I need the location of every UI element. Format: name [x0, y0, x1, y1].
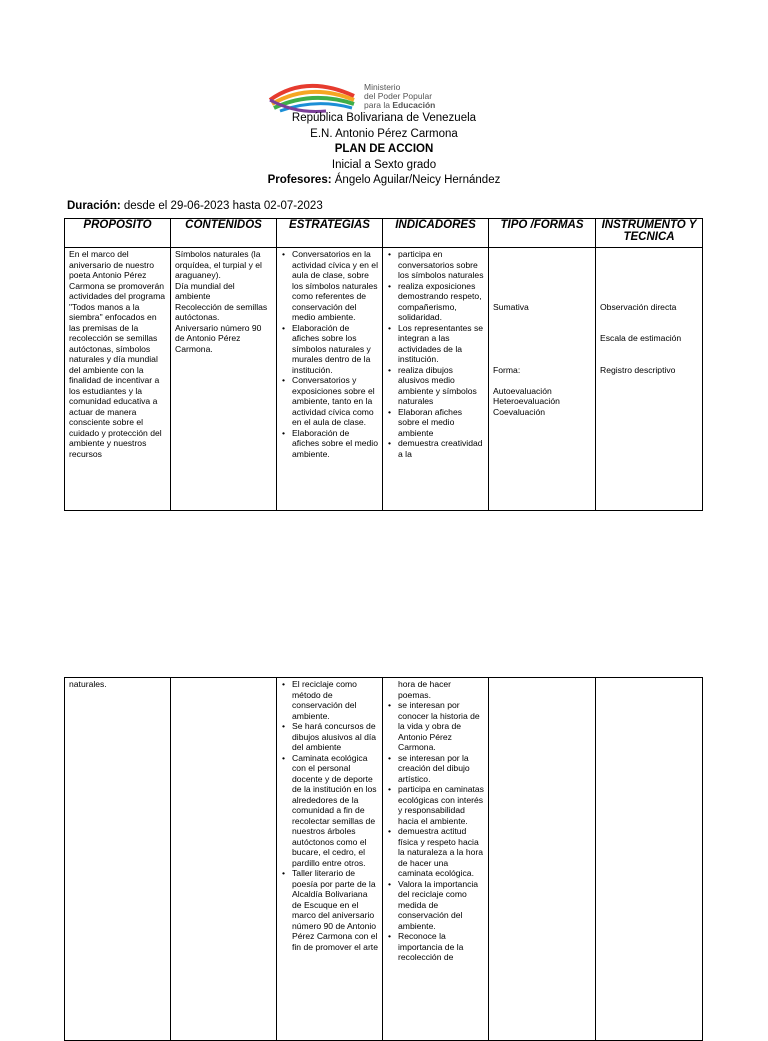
indicador-item: • realiza exposiciones demostrando respeto, compañerismo, solidaridad.	[398, 281, 484, 323]
indicador-item: • Elaboran afiches sobre el medio ambiente	[398, 407, 484, 439]
logo-line1: Ministerio	[364, 82, 401, 92]
estrategia-item: • Taller literario de poesía por parte de la Alcaldía Bolivariana de Escuque en el marco del aniversario número 90 de Antonio Pérez Carmona con el fin de promover el arte	[292, 868, 378, 952]
cell-indicadores	[383, 248, 489, 511]
header-indicadores: INDICADORES	[383, 219, 489, 248]
indicador-item: • Los representantes se integran a las actividades de la institución.	[398, 323, 484, 365]
indicador-item: • demuestra creatividad a la	[398, 438, 484, 459]
instrumento-item: Registro descriptivo	[600, 364, 676, 375]
table-row	[65, 678, 703, 1041]
header-tipo-formas: TIPO /FORMAS	[489, 219, 596, 248]
indicador-item: • demuestra actitud física y respeto hacia la naturaleza a la hora de hacer una caminata ecológica.	[398, 826, 484, 879]
teachers-names: Ángelo Aguilar/Neicy Hernández	[334, 174, 501, 187]
republic-name: República Bolivariana de Venezuela	[291, 112, 477, 124]
estrategia-item: • Conversatorios en la actividad cívica y en el aula de clase, sobre los símbolos naturales como referentes de conservación del medio ambiente.	[292, 249, 378, 323]
ministerio-logo	[266, 78, 488, 114]
forma-item: Coevaluación	[493, 406, 546, 417]
header-contenidos: CONTENIDOS	[171, 219, 277, 248]
indicador-item: • se interesan por la creación del dibujo artístico.	[398, 753, 484, 785]
cell-estrategias	[277, 248, 383, 511]
indicador-item: • participa en conversatorios sobre los símbolos naturales	[398, 249, 484, 281]
header-estrategias: ESTRATEGIAS	[277, 219, 383, 248]
estrategia-item: • Elaboración de afiches sobre los símbolos naturales y murales dentro de la institución.	[292, 323, 378, 376]
estrategia-item: • Conversatorios y exposiciones sobre el ambiente, tanto en la actividad cívica como en el aula de clase.	[292, 375, 378, 428]
forma-item: Heteroevaluación	[493, 396, 560, 406]
table-header-row	[65, 219, 703, 248]
indicador-item: • participa en caminatas ecológicas con interés y responsabilidad hacia el ambiente.	[398, 784, 484, 826]
cell-estrategias	[277, 678, 383, 1041]
tipo-value: Sumativa	[493, 301, 529, 312]
cell-instrumento	[596, 678, 703, 1041]
action-plan-table	[64, 218, 703, 511]
cell-contenidos	[171, 678, 277, 1041]
indicador-item: • realiza dibujos alusivos medio ambiente y símbolos naturales	[398, 365, 484, 407]
contenido-item: Día mundial del ambiente	[175, 280, 235, 301]
document-title: PLAN DE ACCION	[334, 143, 434, 156]
contenido-item: Símbolos naturales (la orquídea, el turpial y el araguaney).	[175, 249, 262, 280]
header-instrumento-tecnica: INSTRUMENTO Y TECNICA	[596, 219, 703, 248]
indicador-continuation: hora de hacer poemas.	[398, 679, 452, 700]
estrategia-item: • Se hará concursos de dibujos alusivos al día del ambiente	[292, 721, 378, 753]
teachers-line	[0, 173, 768, 189]
header-proposito: PROPOSITO	[65, 219, 171, 248]
action-plan-table-continued	[64, 677, 703, 1041]
duration-label: Duración:	[67, 200, 121, 212]
cell-tipo-formas	[489, 678, 596, 1041]
forma-label: Forma:	[493, 364, 521, 375]
table-row	[65, 248, 703, 511]
instrumento-item: Observación directa	[600, 301, 677, 312]
cell-proposito: naturales.	[65, 678, 171, 1041]
contenido-item: Aniversario número 90 de Antonio Pérez Carmona.	[175, 322, 262, 354]
logo-line3: para la Educación	[364, 100, 436, 110]
cell-instrumento	[596, 248, 703, 511]
grade-range: Inicial a Sexto grado	[331, 158, 437, 171]
instrumento-item: Escala de estimación	[600, 333, 682, 343]
logo-arcs-icon	[270, 86, 354, 112]
duration-line	[67, 200, 323, 212]
cell-contenidos	[171, 248, 277, 511]
cell-indicadores	[383, 678, 489, 1041]
cell-proposito: En el marco del aniversario de nuestro poeta Antonio Pérez Carmona se promoverán actividades del programa "Todos manos a la siembra" enfocados en las premisas de la recolección se semillas autóctonas, símbolos naturales y día mundial del ambiente con la finalidad de incentivar a los estudiantes y la comunidad educativa a actuar de manera consciente sobre el cuidado y protección del ambiente y nuestros recursos	[65, 248, 171, 511]
forma-item: Autoevaluación	[493, 385, 552, 396]
estrategia-item: • Caminata ecológica con el personal docente y de deporte de la institución en los alrededores de la comunidad a fin de recolectar semillas de nuestros árboles autóctonos como el bucare, el cedro, el pardillo entre otros.	[292, 753, 378, 869]
contenido-item: Recolección de semillas autóctonas.	[175, 301, 268, 322]
duration-value: desde el 29-06-2023 hasta 02-07-2023	[123, 200, 323, 212]
teachers-label: Profesores:	[267, 174, 332, 187]
document-header	[0, 111, 768, 189]
school-name: E.N. Antonio Pérez Carmona	[310, 127, 458, 140]
estrategia-item: • Elaboración de afiches sobre el medio ambiente.	[292, 428, 378, 460]
indicador-item: • se interesan por conocer la historia de la vida y obra de Antonio Pérez Carmona.	[398, 700, 484, 753]
logo-line2: del Poder Popular	[364, 91, 433, 101]
estrategia-item: • El reciclaje como método de conservación del ambiente.	[292, 679, 378, 721]
indicador-item: • Valora la importancia del reciclaje como medida de conservación del ambiente.	[398, 879, 484, 932]
indicador-item: • Reconoce la importancia de la recolección de	[398, 931, 484, 963]
cell-tipo-formas	[489, 248, 596, 511]
